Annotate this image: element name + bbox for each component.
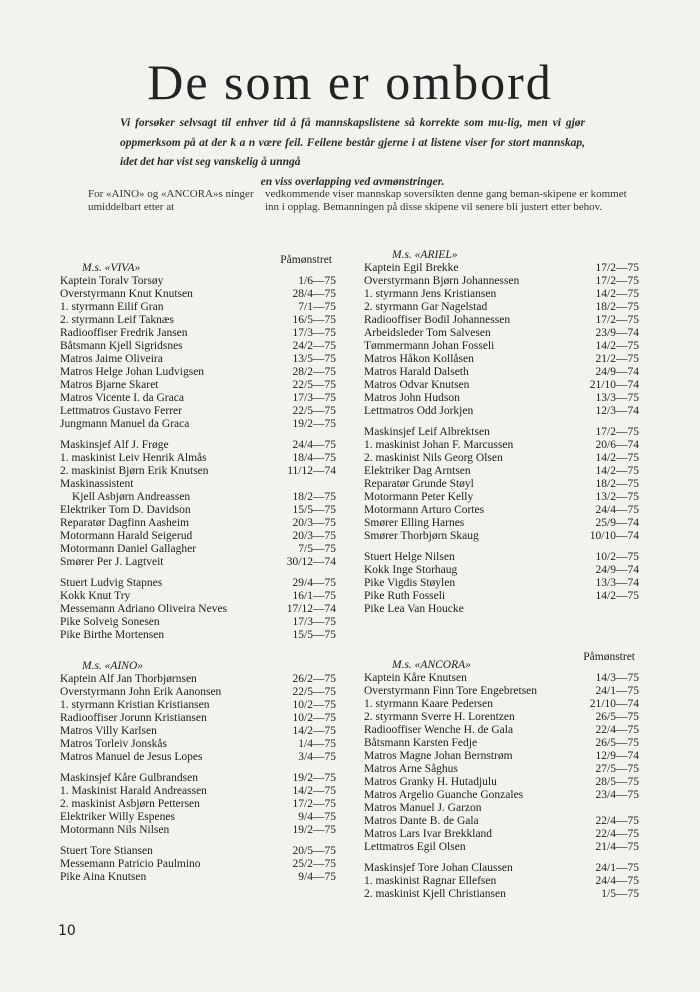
crew-name: Motormann Harald Seigerud bbox=[60, 530, 193, 542]
signon-date: 18/2—75 bbox=[595, 301, 639, 313]
ship-heading bbox=[60, 254, 336, 275]
crew-name: Messemann Adriano Oliveira Neves bbox=[60, 603, 228, 615]
crew-name: Matros Torleiv Jonskås bbox=[60, 738, 167, 750]
signon-date: 18/4—75 bbox=[292, 452, 336, 464]
crew-row bbox=[364, 750, 639, 763]
crew-name: 2. maskinist Bjørn Erik Knutsen bbox=[60, 465, 209, 477]
ship-name: M.s. «AINO» bbox=[82, 660, 144, 672]
crew-row bbox=[60, 725, 336, 738]
crew-row bbox=[60, 491, 336, 504]
signon-date: 26/5—75 bbox=[595, 711, 639, 723]
crew-name: Matros Bjarne Skaret bbox=[60, 379, 159, 391]
signon-date bbox=[635, 802, 639, 815]
crew-name: Arbeidsleder Tom Salvesen bbox=[364, 327, 491, 339]
crew-row bbox=[60, 673, 336, 686]
crew-name: Reparatør Grunde Støyl bbox=[364, 478, 474, 490]
signon-date: 26/2—75 bbox=[292, 673, 336, 685]
crew-name: Pike Vigdis Støylen bbox=[364, 577, 456, 589]
crew-row bbox=[60, 751, 336, 764]
signon-date: 13/5—75 bbox=[292, 353, 336, 365]
signon-date: 1/6—75 bbox=[298, 275, 336, 287]
crew-row bbox=[364, 530, 639, 543]
crew-row bbox=[60, 405, 336, 418]
crew-row bbox=[364, 551, 639, 564]
signon-date: 21/10—74 bbox=[589, 698, 639, 710]
crew-name: 2. maskinist Asbjørn Pettersen bbox=[60, 798, 200, 810]
signon-date: 1/4—75 bbox=[298, 738, 336, 750]
crew-name: 1. styrmann Kristian Kristiansen bbox=[60, 699, 210, 711]
crew-row bbox=[364, 426, 639, 439]
crew-row bbox=[60, 478, 336, 491]
crew-name: Matros Dante B. de Gala bbox=[364, 815, 479, 827]
signon-date: 13/3—75 bbox=[595, 392, 639, 404]
crew-row bbox=[364, 491, 639, 504]
crew-name: Kaptein Toralv Torsøy bbox=[60, 275, 164, 287]
crew-name: Matros Harald Dalseth bbox=[364, 366, 469, 378]
signon-date: 20/6—74 bbox=[595, 439, 639, 451]
crew-row bbox=[364, 875, 639, 888]
signon-date: 7/1—75 bbox=[298, 301, 336, 313]
signon-date: 29/4—75 bbox=[292, 577, 336, 589]
signon-date: 10/2—75 bbox=[595, 551, 639, 563]
crew-row bbox=[364, 590, 639, 603]
crew-row bbox=[60, 504, 336, 517]
signon-date: 21/10—74 bbox=[589, 379, 639, 391]
signon-date: 19/2—75 bbox=[292, 824, 336, 836]
crew-name: Smører Thorbjørn Skaug bbox=[364, 530, 479, 542]
crew-name: 1. maskinist Leiv Henrik Almås bbox=[60, 452, 207, 464]
signon-date: 17/3—75 bbox=[292, 327, 336, 339]
signon-date: 18/2—75 bbox=[595, 478, 639, 490]
crew-row bbox=[60, 530, 336, 543]
crew-row bbox=[60, 871, 336, 884]
signon-date: 23/4—75 bbox=[595, 789, 639, 801]
signon-date: 10/2—75 bbox=[292, 712, 336, 724]
crew-name: Matros Magne Johan Bernstrøm bbox=[364, 750, 513, 762]
crew-row bbox=[60, 798, 336, 811]
signon-date: 19/2—75 bbox=[292, 418, 336, 430]
crew-row bbox=[60, 603, 336, 616]
signon-date: 28/4—75 bbox=[292, 288, 336, 300]
signon-date: 25/9—74 bbox=[595, 517, 639, 529]
signon-date: 28/2—75 bbox=[292, 366, 336, 378]
crew-row bbox=[60, 418, 336, 431]
crew-row bbox=[364, 828, 639, 841]
crew-name: Kokk Inge Storhaug bbox=[364, 564, 458, 576]
signon-date: 24/4—75 bbox=[292, 439, 336, 451]
crew-row bbox=[364, 763, 639, 776]
signon-date: 22/5—75 bbox=[292, 379, 336, 391]
crew-name: Båtsmann Kjell Sigridsnes bbox=[60, 340, 183, 352]
crew-row bbox=[364, 815, 639, 828]
crew-row bbox=[364, 478, 639, 491]
signon-date: 17/3—75 bbox=[292, 392, 336, 404]
crew-row bbox=[60, 517, 336, 530]
crew-row bbox=[60, 465, 336, 478]
note-left: For «AINO» og «ANCORA»s ninger umiddelbart etter at bbox=[88, 188, 254, 213]
signon-date: 26/5—75 bbox=[595, 737, 639, 749]
signon-date: 19/2—75 bbox=[292, 772, 336, 784]
signon-date: 14/2—75 bbox=[595, 452, 639, 464]
crew-name: Pike Aina Knutsen bbox=[60, 871, 147, 883]
signon-date: 25/2—75 bbox=[292, 858, 336, 870]
signon-date: 21/2—75 bbox=[595, 353, 639, 365]
crew-name: 1. styrmann Kaare Pedersen bbox=[364, 698, 494, 710]
crew-name: 1. styrmann Eilif Gran bbox=[60, 301, 164, 313]
signon-date: 16/1—75 bbox=[292, 590, 336, 602]
crew-row bbox=[60, 858, 336, 871]
intro-text: Vi forsøker selvsagt til enhver tid å få mannskapslistene så korrekte som mu-lig, men vi gjør oppmerksom på at der k a n være feil. Feilene består gjerne i at listene viser for stort mannskap, idet det har vist seg vanskelig å unngå bbox=[120, 117, 585, 168]
signon-date: 18/2—75 bbox=[292, 491, 336, 503]
crew-name: Pike Birthe Mortensen bbox=[60, 629, 165, 641]
crew-row bbox=[364, 275, 639, 288]
crew-row bbox=[364, 517, 639, 530]
ship-name: M.s. «ANCORA» bbox=[392, 659, 471, 671]
crew-row bbox=[364, 672, 639, 685]
crew-name: Elektriker Willy Espenes bbox=[60, 811, 175, 823]
signon-date: 22/5—75 bbox=[292, 405, 336, 417]
crew-name: Kaptein Alf Jan Thorbjørnsen bbox=[60, 673, 197, 685]
signon-date: 22/4—75 bbox=[595, 815, 639, 827]
crew-name: Matros Arne Såghus bbox=[364, 763, 458, 775]
crew-name: Tømmermann Johan Fosseli bbox=[364, 340, 495, 352]
crew-row bbox=[364, 698, 639, 711]
crew-row bbox=[364, 465, 639, 478]
crew-name: 2. styrmann Sverre H. Lorentzen bbox=[364, 711, 515, 723]
signon-date: 24/4—75 bbox=[595, 504, 639, 516]
signon-date: 14/2—75 bbox=[292, 785, 336, 797]
crew-row bbox=[364, 862, 639, 875]
crew-name: Overstyrmann Finn Tore Engebretsen bbox=[364, 685, 538, 697]
crew-row bbox=[60, 379, 336, 392]
crew-name: Messemann Patricio Paulmino bbox=[60, 858, 201, 870]
signon-date: 28/5—75 bbox=[595, 776, 639, 788]
crew-row bbox=[364, 452, 639, 465]
crew-name: Reparatør Dagfinn Aasheim bbox=[60, 517, 190, 529]
crew-name: Maskinsjef Leif Albrektsen bbox=[364, 426, 490, 438]
crew-list-aino bbox=[60, 660, 336, 884]
crew-name: Overstyrmann Knut Knutsen bbox=[60, 288, 193, 300]
crew-row bbox=[364, 603, 639, 616]
column-header: Påmønstret bbox=[583, 651, 635, 663]
crew-name: Motormann Nils Nilsen bbox=[60, 824, 170, 836]
crew-row bbox=[60, 288, 336, 301]
signon-date: 17/2—75 bbox=[595, 275, 639, 287]
crew-row bbox=[364, 392, 639, 405]
crew-row bbox=[364, 802, 639, 815]
crew-name: Matros Vicente I. da Graca bbox=[60, 392, 184, 404]
ship-name: M.s. «ARIEL» bbox=[392, 249, 458, 261]
crew-name: Overstyrmann Bjørn Johannessen bbox=[364, 275, 520, 287]
crew-name: Matros John Hudson bbox=[364, 392, 460, 404]
signon-date: 13/3—74 bbox=[595, 577, 639, 589]
signon-date: 24/9—74 bbox=[595, 366, 639, 378]
crew-name: Motormann Arturo Cortes bbox=[364, 504, 485, 516]
crew-name: 1. styrmann Jens Kristiansen bbox=[364, 288, 497, 300]
signon-date: 14/2—75 bbox=[595, 288, 639, 300]
page-number: 10 bbox=[58, 923, 76, 939]
crew-name: Smører Elling Harnes bbox=[364, 517, 465, 529]
crew-row bbox=[60, 439, 336, 452]
signon-date: 13/2—75 bbox=[595, 491, 639, 503]
intro-paragraph bbox=[120, 114, 585, 192]
crew-name: Pike Ruth Fosseli bbox=[364, 590, 446, 602]
crew-name: 2. maskinist Kjell Christiansen bbox=[364, 888, 506, 900]
column-header: Påmønstret bbox=[280, 254, 332, 266]
signon-date: 17/2—75 bbox=[595, 262, 639, 274]
signon-date: 24/1—75 bbox=[595, 862, 639, 874]
signon-date: 7/5—75 bbox=[298, 543, 336, 555]
signon-date: 17/12—74 bbox=[286, 603, 336, 615]
crew-name: Matros Granky H. Hutadjulu bbox=[364, 776, 497, 788]
crew-row bbox=[364, 314, 639, 327]
crew-row bbox=[364, 577, 639, 590]
crew-row bbox=[60, 577, 336, 590]
crew-row bbox=[364, 379, 639, 392]
crew-name: Kokk Knut Try bbox=[60, 590, 131, 602]
signon-date: 24/2—75 bbox=[292, 340, 336, 352]
crew-name: Matros Helge Johan Ludvigsen bbox=[60, 366, 205, 378]
crew-row bbox=[364, 340, 639, 353]
crew-name: Motormann Peter Kelly bbox=[364, 491, 474, 503]
crew-name: Matros Håkon Kollåsen bbox=[364, 353, 474, 365]
signon-date: 10/2—75 bbox=[292, 699, 336, 711]
crew-row bbox=[364, 564, 639, 577]
signon-date bbox=[332, 478, 336, 491]
signon-date: 9/4—75 bbox=[298, 871, 336, 883]
crew-row bbox=[364, 789, 639, 802]
crew-row bbox=[60, 314, 336, 327]
signon-date: 30/12—74 bbox=[286, 556, 336, 568]
crew-name: Radiooffiser Bodil Johannessen bbox=[364, 314, 511, 326]
crew-row bbox=[60, 785, 336, 798]
crew-row bbox=[364, 366, 639, 379]
crew-row bbox=[60, 845, 336, 858]
signon-date: 22/4—75 bbox=[595, 724, 639, 736]
crew-row bbox=[60, 772, 336, 785]
signon-date: 14/2—75 bbox=[595, 465, 639, 477]
note-right: vedkommende viser mannskap soversikten denne gang beman-skipene er kommet inn i opplag. Bemanningen på disse skipene vil senere bli justert etter behov. bbox=[265, 188, 627, 213]
signon-date: 20/5—75 bbox=[292, 845, 336, 857]
crew-row bbox=[60, 590, 336, 603]
crew-name: Motormann Daniel Gallagher bbox=[60, 543, 197, 555]
signon-date: 24/1—75 bbox=[595, 685, 639, 697]
crew-name: Matros Villy Karlsen bbox=[60, 725, 157, 737]
signon-date: 14/2—75 bbox=[595, 340, 639, 352]
crew-name: Elektriker Tom D. Davidson bbox=[60, 504, 191, 516]
crew-row bbox=[364, 685, 639, 698]
ship-heading bbox=[60, 660, 336, 673]
signon-date: 12/3—74 bbox=[595, 405, 639, 417]
crew-name: Lettmatros Odd Jorkjen bbox=[364, 405, 474, 417]
crew-name: Matros Odvar Knutsen bbox=[364, 379, 470, 391]
crew-name: Stuert Helge Nilsen bbox=[364, 551, 455, 563]
crew-row bbox=[60, 699, 336, 712]
crew-name: Maskinsjef Alf J. Frøge bbox=[60, 439, 169, 451]
crew-name: Lettmatros Gustavo Ferrer bbox=[60, 405, 182, 417]
crew-row bbox=[364, 288, 639, 301]
crew-row bbox=[364, 439, 639, 452]
crew-row bbox=[364, 776, 639, 789]
crew-name: Overstyrmann John Erik Aanonsen bbox=[60, 686, 222, 698]
page-title: De som er ombord bbox=[147, 54, 553, 110]
signon-date: 23/9—74 bbox=[595, 327, 639, 339]
crew-row bbox=[60, 366, 336, 379]
signon-date: 14/3—75 bbox=[595, 672, 639, 684]
signon-date: 22/4—75 bbox=[595, 828, 639, 840]
crew-row bbox=[364, 262, 639, 275]
crew-name: Smører Per J. Lagtveit bbox=[60, 556, 164, 568]
signon-date: 15/5—75 bbox=[292, 504, 336, 516]
crew-row bbox=[60, 824, 336, 837]
signon-date: 22/5—75 bbox=[292, 686, 336, 698]
crew-row bbox=[60, 686, 336, 699]
ship-name: M.s. «VIVA» bbox=[82, 262, 141, 274]
crew-row bbox=[60, 712, 336, 725]
crew-row bbox=[364, 327, 639, 340]
signon-date: 17/2—75 bbox=[595, 314, 639, 326]
signon-date: 17/2—75 bbox=[595, 426, 639, 438]
crew-row bbox=[60, 392, 336, 405]
crew-name: Matros Lars Ivar Brekkland bbox=[364, 828, 493, 840]
signon-date: 17/2—75 bbox=[292, 798, 336, 810]
crew-row bbox=[60, 629, 336, 642]
crew-name: Radiooffiser Jorunn Kristiansen bbox=[60, 712, 207, 724]
signon-date: 14/2—75 bbox=[292, 725, 336, 737]
crew-list-ariel bbox=[364, 249, 639, 616]
crew-name: Kjell Asbjørn Andreassen bbox=[72, 491, 191, 503]
crew-row bbox=[364, 405, 639, 418]
crew-name: Maskinsjef Tore Johan Claussen bbox=[364, 862, 513, 874]
crew-list-ancora bbox=[364, 651, 639, 901]
crew-name: Pike Lea Van Houcke bbox=[364, 603, 464, 615]
signon-date: 9/4—75 bbox=[298, 811, 336, 823]
crew-name: Stuert Ludvig Stapnes bbox=[60, 577, 163, 589]
crew-row bbox=[364, 737, 639, 750]
crew-name: Maskinsjef Kåre Gulbrandsen bbox=[60, 772, 198, 784]
crew-name: 2. maskinist Nils Georg Olsen bbox=[364, 452, 503, 464]
crew-row bbox=[60, 556, 336, 569]
crew-name: Matros Jaime Oliveira bbox=[60, 353, 163, 365]
crew-name: Matros Argelio Guanche Gonzales bbox=[364, 789, 524, 801]
crew-row bbox=[364, 504, 639, 517]
ship-heading bbox=[364, 249, 639, 262]
signon-date: 27/5—75 bbox=[595, 763, 639, 775]
signon-date: 24/9—74 bbox=[595, 564, 639, 576]
crew-row bbox=[60, 616, 336, 629]
crew-row bbox=[60, 340, 336, 353]
crew-name: Kaptein Kåre Knutsen bbox=[364, 672, 467, 684]
crew-row bbox=[364, 724, 639, 737]
crew-name: Radiooffiser Wenche H. de Gala bbox=[364, 724, 514, 736]
crew-row bbox=[60, 811, 336, 824]
crew-name: Pike Solveig Sonesen bbox=[60, 616, 160, 628]
crew-name: Matros Manuel de Jesus Lopes bbox=[60, 751, 203, 763]
crew-row bbox=[60, 275, 336, 288]
crew-name: Elektriker Dag Arntsen bbox=[364, 465, 471, 477]
crew-row bbox=[60, 327, 336, 340]
crew-name: Lettmatros Egil Olsen bbox=[364, 841, 466, 853]
crew-name: 2. styrmann Leif Taknæs bbox=[60, 314, 174, 326]
crew-row bbox=[364, 353, 639, 366]
crew-row bbox=[60, 353, 336, 366]
ship-heading bbox=[364, 651, 639, 672]
crew-name: Båtsmann Karsten Fedje bbox=[364, 737, 478, 749]
crew-name: 2. styrmann Gar Nagelstad bbox=[364, 301, 488, 313]
signon-date: 11/12—74 bbox=[287, 465, 336, 477]
intro-text-last: en viss overlapping ved avmønstringer. bbox=[260, 175, 445, 188]
crew-name: 1. maskinist Ragnar Ellefsen bbox=[364, 875, 497, 887]
crew-row bbox=[60, 738, 336, 751]
signon-date: 14/2—75 bbox=[595, 590, 639, 602]
signon-date: 12/9—74 bbox=[595, 750, 639, 762]
crew-row bbox=[364, 888, 639, 901]
crew-row bbox=[60, 301, 336, 314]
crew-row bbox=[364, 711, 639, 724]
crew-name: Kaptein Egil Brekke bbox=[364, 262, 459, 274]
signon-date: 20/3—75 bbox=[292, 517, 336, 529]
signon-date: 10/10—74 bbox=[589, 530, 639, 542]
signon-date: 21/4—75 bbox=[595, 841, 639, 853]
signon-date bbox=[635, 603, 639, 616]
crew-name: Radiooffiser Fredrik Jansen bbox=[60, 327, 188, 339]
crew-name: Jungmann Manuel da Graca bbox=[60, 418, 190, 430]
crew-row bbox=[364, 301, 639, 314]
signon-date: 1/5—75 bbox=[601, 888, 639, 900]
crew-name: Stuert Tore Stiansen bbox=[60, 845, 153, 857]
signon-date: 24/4—75 bbox=[595, 875, 639, 887]
crew-list-viva bbox=[60, 254, 336, 642]
crew-name: Matros Manuel J. Garzon bbox=[364, 802, 482, 814]
crew-row bbox=[60, 543, 336, 556]
signon-date: 16/5—75 bbox=[292, 314, 336, 326]
crew-row bbox=[60, 452, 336, 465]
signon-date: 3/4—75 bbox=[298, 751, 336, 763]
signon-date: 20/3—75 bbox=[292, 530, 336, 542]
signon-date: 15/5—75 bbox=[292, 629, 336, 641]
signon-date: 17/3—75 bbox=[292, 616, 336, 628]
crew-name: Maskinassistent bbox=[60, 478, 134, 490]
crew-name: 1. Maskinist Harald Andreassen bbox=[60, 785, 207, 797]
crew-name: 1. maskinist Johan F. Marcussen bbox=[364, 439, 514, 451]
crew-row bbox=[364, 841, 639, 854]
